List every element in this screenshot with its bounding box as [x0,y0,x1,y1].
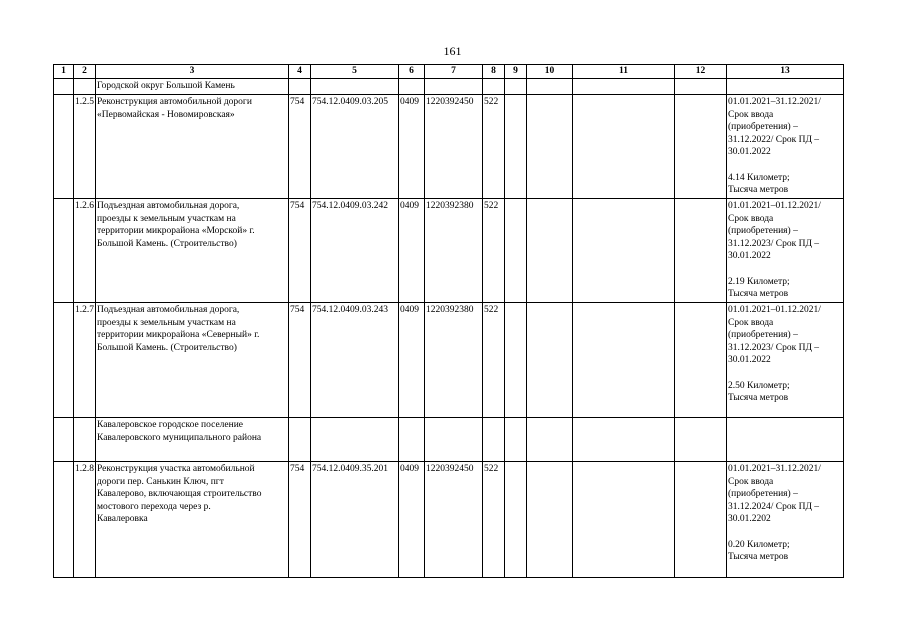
page-number: 161 [443,44,462,58]
col-6-value: 0409 [399,199,425,303]
col-header-8: 8 [483,65,505,79]
col-8-value: 522 [483,462,505,578]
table-row [54,303,844,418]
col-header-2: 2 [74,65,96,79]
col-header-3: 3 [96,65,289,79]
col-8-value: 522 [483,199,505,303]
col-header-11: 11 [573,65,675,79]
col-6-value: 0409 [399,303,425,418]
table-row [54,199,844,303]
col-8-value: 522 [483,95,505,199]
col-header-4: 4 [289,65,311,79]
col-6-value: 0409 [399,462,425,578]
col-13-value: 01.01.2021–31.12.2021/ Срок ввода (приобретения) – 31.12.2024/ Срок ПД – 30.01.2202 0.20 Километр; Тысяча метров [727,462,844,578]
col-7-value: 1220392450 [425,95,483,199]
row-number: 1.2.8 [74,462,96,578]
col-13-value: 01.01.2021–31.12.2021/ Срок ввода (приобретения) – 31.12.2022/ Срок ПД – 30.01.2022 4.14 Километр; Тысяча метров [727,95,844,199]
object-name: Подъездная автомобильная дорога, проезды к земельным участкам на территории микрорайона «Северный» г. Большой Камень. (Строительство) [96,303,289,418]
col-7-value: 1220392450 [425,462,483,578]
budget-table [53,64,844,578]
col-7-value: 1220392380 [425,199,483,303]
col-4-value: 754 [289,303,311,418]
col-5-value: 754.12.0409.35.201 [311,462,399,578]
col-13-value: 01.01.2021–01.12.2021/ Срок ввода (приобретения) – 31.12.2023/ Срок ПД – 30.01.2022 2.19 Километр; Тысяча метров [727,199,844,303]
col-13-value: 01.01.2021–01.12.2021/ Срок ввода (приобретения) – 31.12.2023/ Срок ПД – 30.01.2022 2.50 Километр; Тысяча метров [727,303,844,418]
row-number: 1.2.6 [74,199,96,303]
col-6-value: 0409 [399,95,425,199]
row-number: 1.2.7 [74,303,96,418]
col-4-value: 754 [289,462,311,578]
header-row [54,65,844,79]
col-4-value: 754 [289,95,311,199]
col-4-value: 754 [289,199,311,303]
table-row [54,95,844,199]
object-name: Подъездная автомобильная дорога, проезды к земельным участкам на территории микрорайона «Морской» г. Большой Камень. (Строительство) [96,199,289,303]
col-8-value: 522 [483,303,505,418]
section-row [54,79,844,95]
col-header-7: 7 [425,65,483,79]
col-header-5: 5 [311,65,399,79]
section-title: Кавалеровское городское поселение Кавалеровского муниципального района [96,418,289,462]
col-5-value: 754.12.0409.03.243 [311,303,399,418]
col-header-12: 12 [675,65,727,79]
col-header-9: 9 [505,65,527,79]
col-header-6: 6 [399,65,425,79]
col-7-value: 1220392380 [425,303,483,418]
object-name: Реконструкция участка автомобильной дороги пер. Санькин Ключ, пгт Кавалерово, включающая строительство мостового перехода через р. Кавалеровка [96,462,289,578]
row-number: 1.2.5 [74,95,96,199]
col-header-1: 1 [54,65,74,79]
col-header-13: 13 [727,65,844,79]
col-header-10: 10 [527,65,573,79]
col-5-value: 754.12.0409.03.205 [311,95,399,199]
object-name: Реконструкция автомобильной дороги «Первомайская - Новомировская» [96,95,289,199]
col-5-value: 754.12.0409.03.242 [311,199,399,303]
table-row [54,462,844,578]
section-row [54,418,844,462]
section-title: Городской округ Большой Камень [96,79,289,95]
